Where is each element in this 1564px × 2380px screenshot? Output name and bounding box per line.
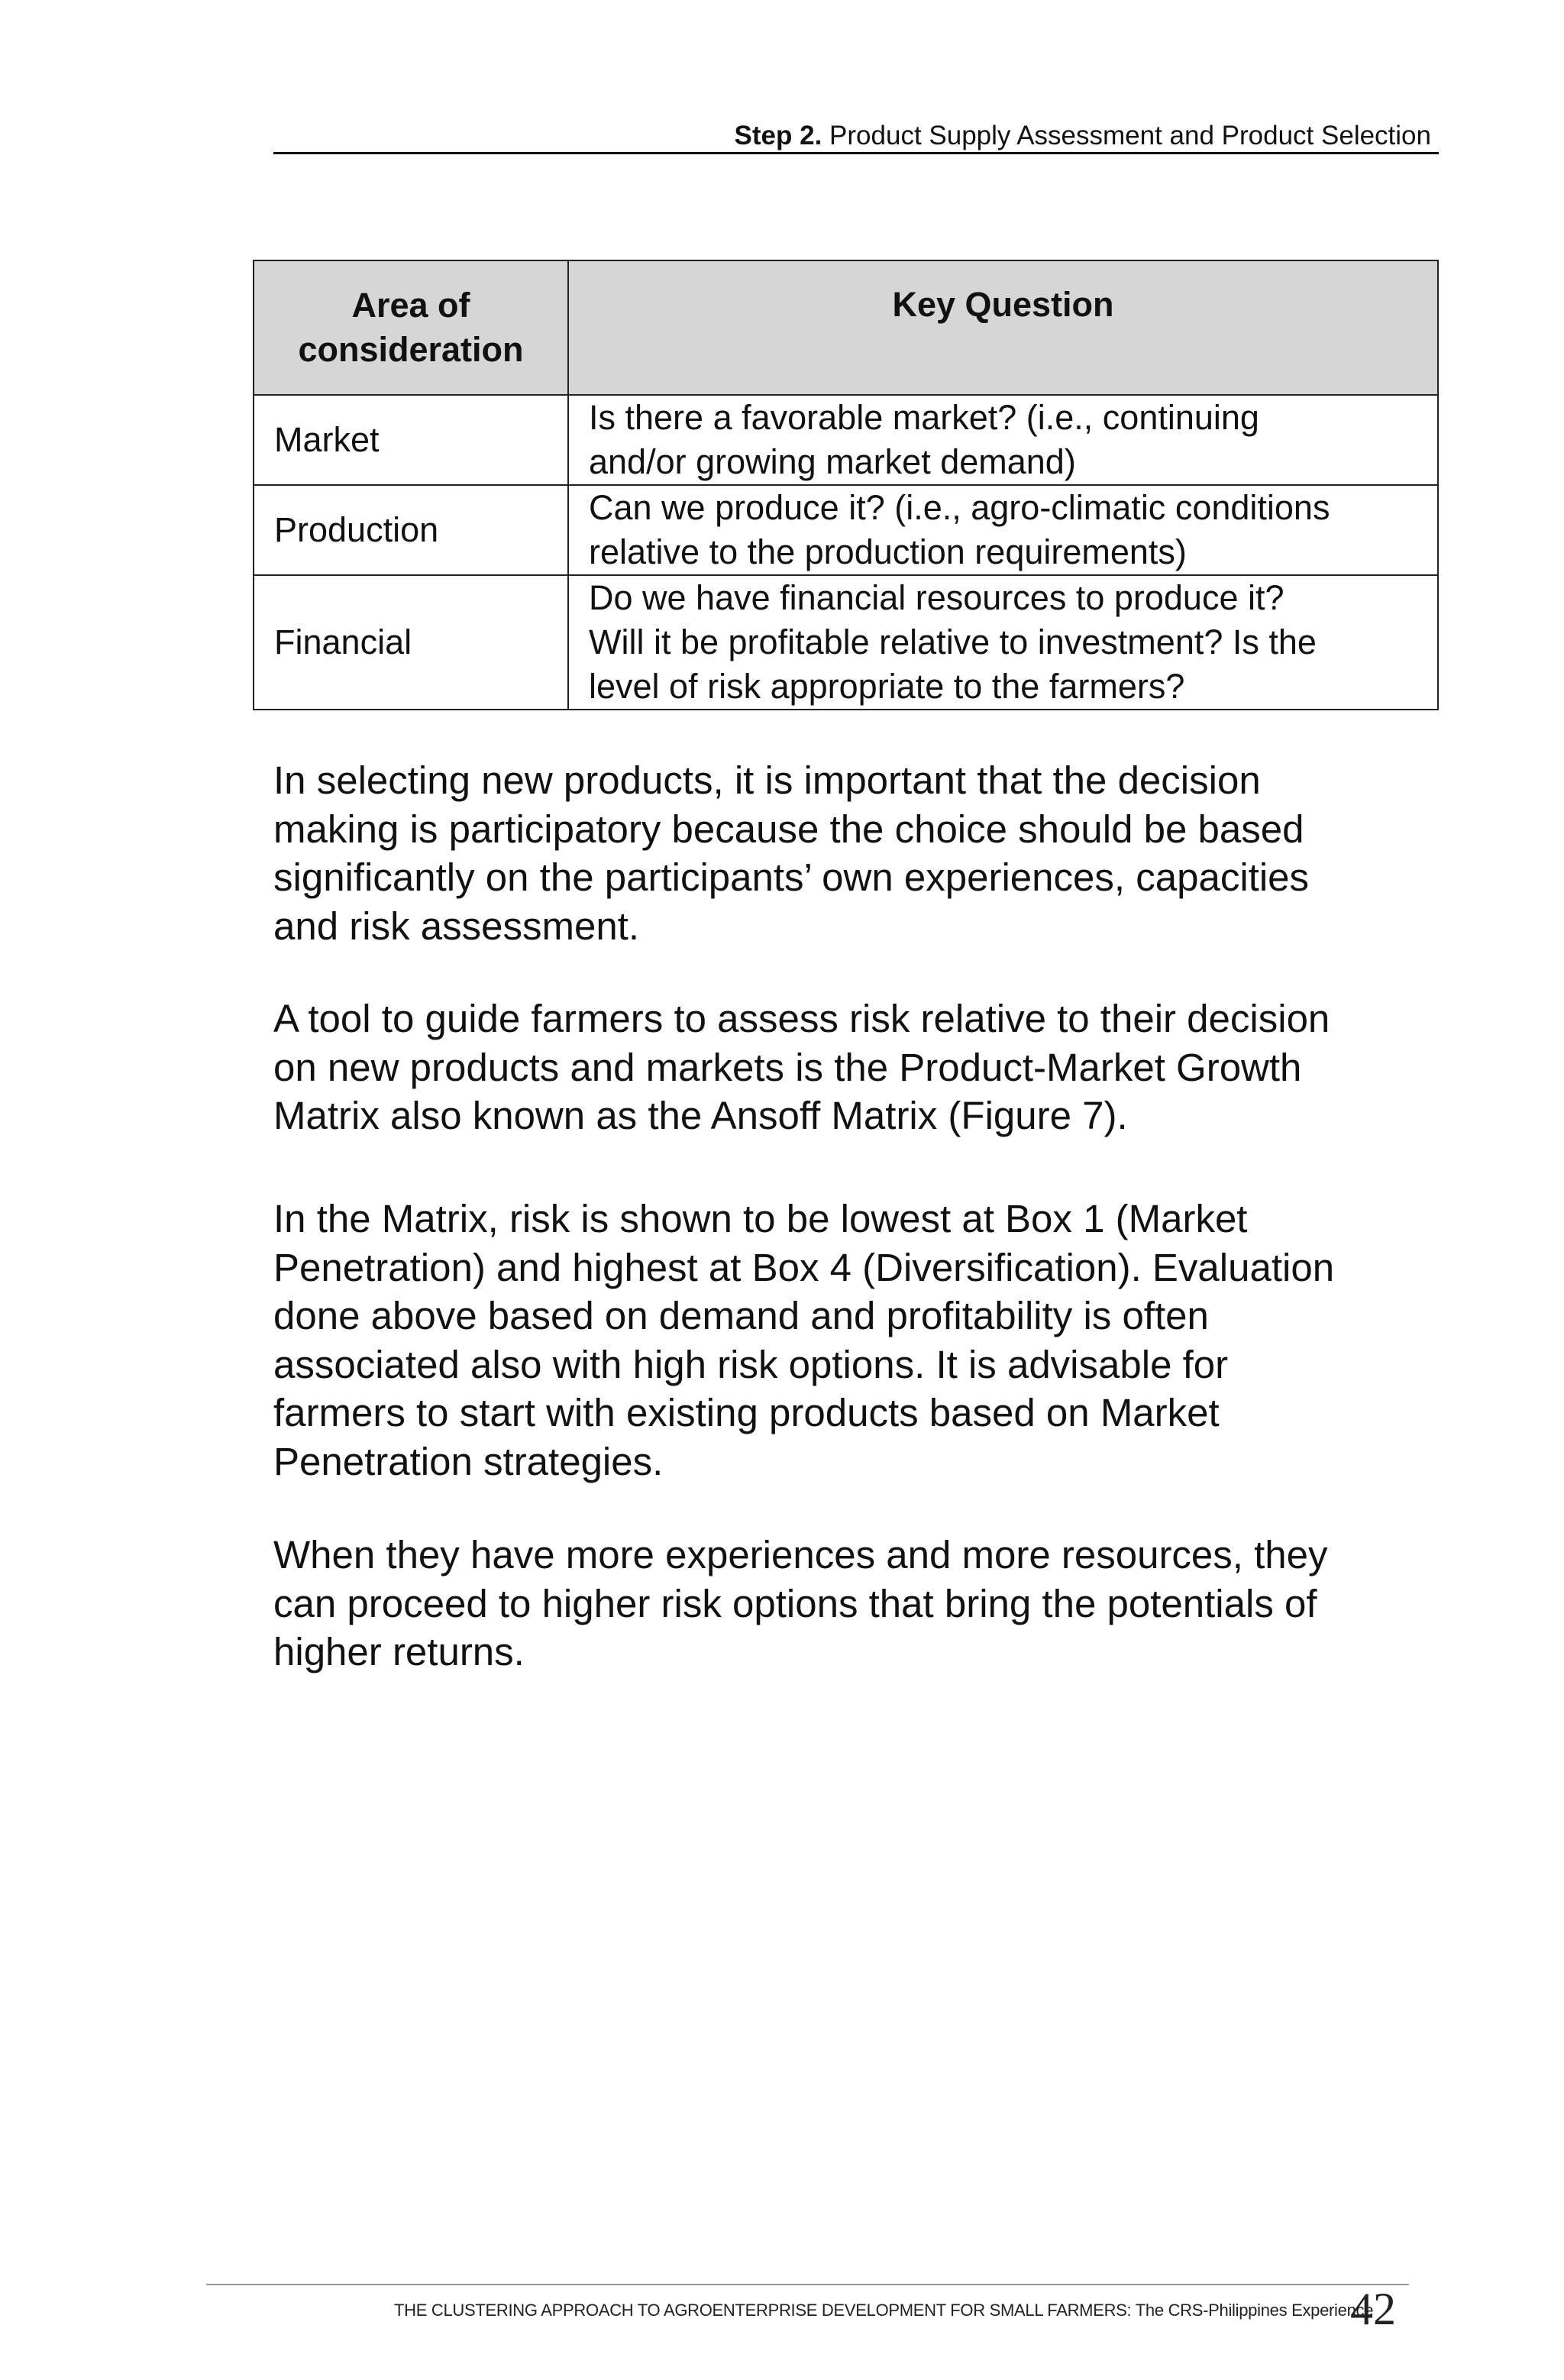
paragraph-line: Matrix also known as the Ansoff Matrix (Figure 7). [273, 1094, 1128, 1137]
table-header-row [254, 260, 1438, 395]
table-row [254, 575, 1438, 710]
paragraph-line: Penetration strategies. [273, 1439, 664, 1483]
column-header-area: Area of consideration [254, 260, 568, 395]
question-line: Do we have financial resources to produce it? [589, 578, 1284, 617]
paragraph-line: higher returns. [273, 1630, 525, 1673]
question-line: Is there a favorable market? (i.e., continuing [589, 398, 1259, 437]
question-line: relative to the production requirements) [589, 532, 1187, 571]
question-cell [568, 575, 1438, 710]
area-cell: Market [254, 395, 568, 485]
paragraph-line: farmers to start with existing products based on Market [273, 1391, 1220, 1434]
paragraph-line: significantly on the participants’ own experiences, capacities [273, 855, 1310, 899]
question-line: Can we produce it? (i.e., agro-climatic conditions [589, 488, 1330, 527]
paragraph-line: A tool to guide farmers to assess risk relative to their decision [273, 997, 1330, 1040]
paragraph-line: can proceed to higher risk options that bring the potentials of [273, 1581, 1317, 1625]
area-cell: Production [254, 485, 568, 575]
paragraph-line: associated also with high risk options. It is advisable for [273, 1342, 1229, 1386]
paragraph-participatory-selection [273, 756, 1442, 950]
paragraph-higher-returns [273, 1531, 1442, 1677]
paragraph-line: In the Matrix, risk is shown to be lowest at Box 1 (Market [273, 1197, 1248, 1240]
column-header-key-question: Key Question [568, 260, 1438, 395]
paragraph-line: In selecting new products, it is important that the decision [273, 758, 1261, 802]
paragraph-line: on new products and markets is the Product-Market Growth [273, 1045, 1302, 1089]
section-title: Product Supply Assessment and Product Selection [829, 121, 1431, 150]
table-row [254, 485, 1438, 575]
paragraph-line: When they have more experiences and more resources, they [273, 1533, 1328, 1576]
paragraph-line: done above based on demand and profitability is often [273, 1294, 1209, 1337]
consideration-table [253, 260, 1439, 710]
paragraph-risk-levels [273, 1195, 1442, 1486]
paragraph-line: and risk assessment. [273, 904, 640, 948]
question-cell [568, 395, 1438, 485]
running-header [273, 115, 1439, 154]
paragraph-ansoff-matrix [273, 994, 1442, 1140]
footer-book-title: THE CLUSTERING APPROACH TO AGROENTERPRISE DEVELOPMENT FOR SMALL FARMERS: The CRS-Philippines Experience [394, 2301, 1374, 2320]
question-cell [568, 485, 1438, 575]
paragraph-line: Penetration) and highest at Box 4 (Diversification). Evaluation [273, 1245, 1335, 1289]
question-line: Will it be profitable relative to investment? Is the [589, 622, 1317, 661]
paragraph-line: making is participatory because the choice should be based [273, 807, 1304, 851]
running-header-text [735, 121, 1431, 151]
page-number: 42 [1350, 2284, 1396, 2334]
area-cell: Financial [254, 575, 568, 710]
question-line: level of risk appropriate to the farmers? [589, 667, 1185, 706]
footer-rule [206, 2284, 1409, 2285]
question-line: and/or growing market demand) [589, 442, 1076, 481]
step-label: Step 2. [734, 121, 822, 150]
table-row [254, 395, 1438, 485]
